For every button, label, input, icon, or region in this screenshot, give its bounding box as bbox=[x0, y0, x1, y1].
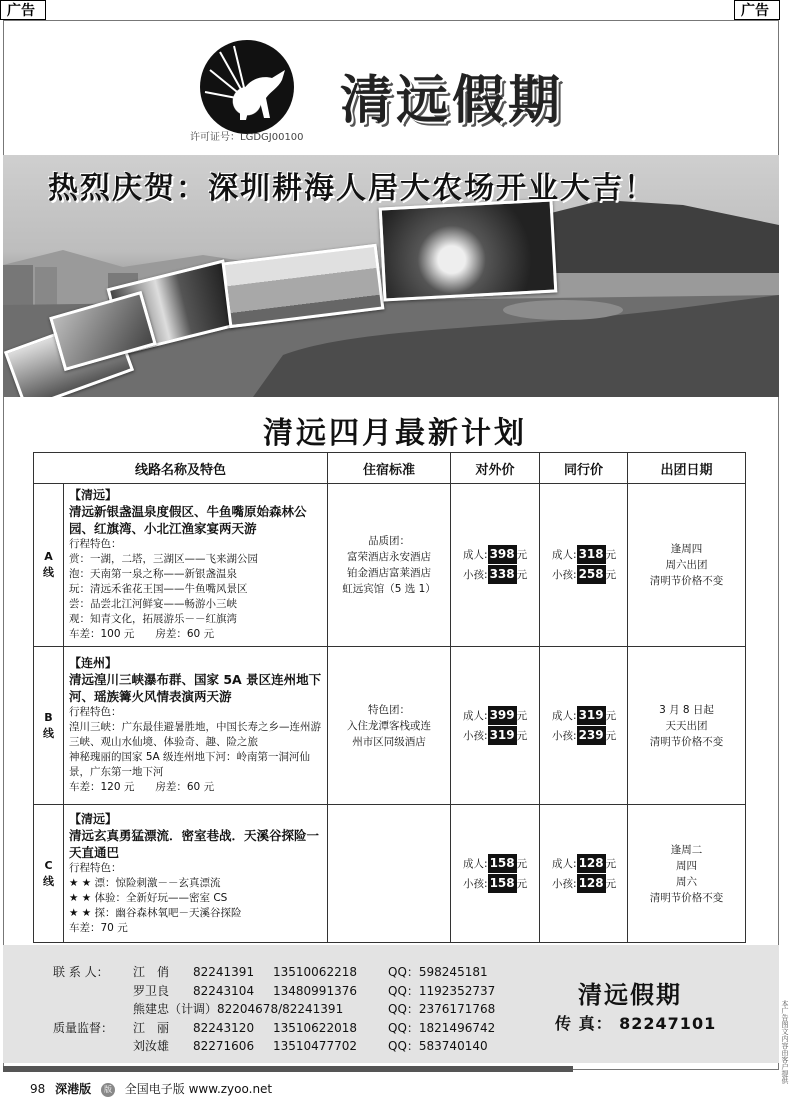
header-trade-price: 同行价 bbox=[540, 453, 628, 484]
contact-mobile: 13480991376 bbox=[273, 983, 357, 998]
adult-label: 成人: bbox=[463, 857, 488, 870]
page-footer bbox=[30, 1080, 278, 1097]
child-label: 小孩: bbox=[552, 877, 577, 890]
header-departure: 出团日期 bbox=[628, 453, 746, 484]
trade-price bbox=[540, 647, 628, 805]
line-letter: C bbox=[44, 858, 53, 872]
route-title: 清远玄真勇猛漂流．密室巷战．天溪谷探险一天直通巴 bbox=[69, 827, 320, 860]
page-number: 98 bbox=[30, 1082, 46, 1096]
table-row bbox=[34, 484, 746, 647]
date-line: 清明节价格不变 bbox=[649, 891, 724, 904]
child-price: 338 bbox=[488, 565, 517, 584]
photo-cave bbox=[379, 199, 558, 302]
date-line: 逢周二 bbox=[670, 843, 703, 856]
contact-row bbox=[53, 1019, 553, 1038]
price-unit: 元 bbox=[516, 549, 528, 561]
line-label bbox=[34, 805, 64, 943]
adult-label: 成人: bbox=[552, 857, 577, 870]
contact-phone: 82241391 bbox=[193, 965, 255, 979]
table-row bbox=[34, 647, 746, 805]
banner-title: 热烈庆贺：深圳耕海人居大农场开业大吉！ bbox=[48, 171, 656, 206]
route-detail: 车差：100 元 房差：60 元 bbox=[69, 628, 215, 640]
line-suffix: 线 bbox=[43, 566, 54, 579]
ad-tag-right: 广告 bbox=[734, 0, 780, 20]
date-line: 周四 bbox=[676, 859, 697, 872]
route-city: 【连州】 bbox=[69, 656, 118, 670]
contact-name: 熊建忠（计调）82204678/82241391 bbox=[133, 1002, 344, 1016]
hotel-info bbox=[328, 484, 451, 647]
date-line: 周六 bbox=[676, 875, 697, 888]
adult-label: 成人: bbox=[552, 549, 577, 561]
child-price: 128 bbox=[577, 874, 606, 893]
trade-price bbox=[540, 484, 628, 647]
contact-row bbox=[53, 982, 553, 1001]
route-info bbox=[64, 484, 328, 647]
route-detail: ★ ★ 探：幽谷森林氧吧－天溪谷探险 bbox=[69, 906, 242, 919]
contact-qq: QQ：598245181 bbox=[388, 965, 488, 979]
hotel-info bbox=[328, 805, 451, 943]
adult-price: 158 bbox=[488, 854, 517, 873]
date-line: 清明节价格不变 bbox=[649, 575, 724, 587]
edition-badge-icon: 版 bbox=[101, 1083, 115, 1097]
contact-footer bbox=[3, 945, 779, 1063]
adult-label: 成人: bbox=[552, 709, 577, 722]
horse-logo bbox=[195, 40, 315, 140]
route-title: 清远新银盏温泉度假区、牛鱼嘴原始森林公园、红旗湾、小北江渔家宴两天游 bbox=[69, 504, 307, 536]
child-label: 小孩: bbox=[552, 729, 577, 742]
line-letter: B bbox=[44, 710, 53, 724]
website-link[interactable]: 全国电子版 www.zyoo.net bbox=[124, 1082, 273, 1096]
line-letter: A bbox=[44, 550, 53, 563]
price-unit: 元 bbox=[605, 729, 617, 742]
route-detail: 神秘瑰丽的国家 5A 级连州地下河：岭南第一洞河仙景，广东第一地下河 bbox=[69, 751, 311, 778]
hotel-info bbox=[328, 647, 451, 805]
contact-qq: QQ：2376171768 bbox=[388, 1002, 496, 1016]
edition-label: 深港版 bbox=[55, 1082, 92, 1096]
contact-list bbox=[53, 963, 553, 1056]
child-price: 319 bbox=[488, 726, 517, 745]
price-unit: 元 bbox=[605, 549, 617, 561]
route-detail: 玩：清远禾雀花王国——牛鱼嘴风景区 bbox=[69, 583, 248, 595]
public-price bbox=[451, 647, 540, 805]
contact-mobile: 13510622018 bbox=[273, 1020, 357, 1035]
hotel-line: 品质团： bbox=[368, 535, 411, 547]
public-price bbox=[451, 805, 540, 943]
license-number: 许可证号：LGDGJ00100 bbox=[190, 132, 304, 143]
public-price bbox=[451, 484, 540, 647]
route-detail: 泡：天南第一泉之称——新银盏温泉 bbox=[69, 568, 237, 580]
departure-dates bbox=[628, 484, 746, 647]
horse-icon bbox=[200, 40, 294, 134]
price-unit: 元 bbox=[516, 877, 528, 890]
adult-price: 318 bbox=[577, 545, 606, 564]
route-detail: 行程特色： bbox=[69, 861, 122, 874]
adult-price: 319 bbox=[577, 706, 606, 725]
date-line: 逢周四 bbox=[670, 543, 703, 555]
route-detail: 赏：一湖，二塔，三湖区——飞来湖公园 bbox=[69, 553, 258, 565]
line-label bbox=[34, 647, 64, 805]
route-detail: 行程特色： bbox=[69, 706, 122, 718]
route-city: 【清远】 bbox=[69, 488, 118, 502]
hotel-line: 富荣酒店永安酒店 bbox=[347, 551, 432, 563]
route-detail: 观：知青文化，拓展游乐－－红旗湾 bbox=[69, 613, 237, 625]
bottom-divider bbox=[3, 1066, 573, 1072]
line-suffix: 线 bbox=[43, 726, 54, 740]
price-unit: 元 bbox=[516, 729, 528, 742]
contact-row bbox=[53, 1037, 553, 1056]
route-info bbox=[64, 647, 328, 805]
route-detail: 车差：120 元 房差：60 元 bbox=[69, 781, 215, 793]
contact-name: 罗卫良 bbox=[133, 983, 170, 998]
child-label: 小孩: bbox=[463, 729, 488, 742]
header-route: 线路名称及特色 bbox=[34, 453, 328, 484]
banner-photo-collage bbox=[3, 155, 779, 397]
adult-label: 成人: bbox=[463, 709, 488, 722]
route-detail: 车差：70 元 bbox=[69, 921, 128, 934]
adult-label: 成人: bbox=[463, 549, 488, 561]
child-price: 258 bbox=[577, 565, 606, 584]
contact-phone: 82243120 bbox=[193, 1020, 255, 1035]
departure-dates bbox=[628, 805, 746, 943]
date-line: 周六出团 bbox=[665, 559, 708, 571]
contact-name: 刘汝雄 bbox=[133, 1039, 170, 1053]
brand-title: 清远假期 bbox=[340, 71, 565, 131]
price-unit: 元 bbox=[605, 857, 617, 870]
trade-price bbox=[540, 805, 628, 943]
contact-phone: 82243104 bbox=[193, 983, 255, 998]
route-detail: 行程特色： bbox=[69, 538, 122, 550]
child-label: 小孩: bbox=[552, 569, 577, 581]
contact-name: 江 俏 bbox=[133, 965, 170, 979]
route-detail: 尝：品尝北江河鲜宴——畅游小三峡 bbox=[69, 598, 237, 610]
price-unit: 元 bbox=[516, 569, 528, 581]
contact-phone: 82271606 bbox=[193, 1039, 255, 1053]
contact-qq: QQ：583740140 bbox=[388, 1039, 488, 1053]
contact-qq: QQ：1821496742 bbox=[388, 1020, 496, 1035]
price-unit: 元 bbox=[516, 709, 528, 722]
contact-mobile: 13510477702 bbox=[273, 1039, 357, 1053]
plan-title: 清远四月最新计划 bbox=[263, 416, 527, 451]
route-title: 清远湟川三峡瀑布群、国家 5A 景区连州地下河、瑶族篝火风情表演两天游 bbox=[69, 672, 322, 704]
table-header-row bbox=[34, 453, 746, 484]
line-suffix: 线 bbox=[43, 874, 54, 888]
contact-row bbox=[53, 1000, 553, 1019]
route-detail: 湟川三峡：广东最佳避暑胜地，中国长寿之乡—连州游三峡、观山水仙境、体验奇、趣、险之旅 bbox=[69, 721, 321, 748]
contact-row bbox=[53, 963, 553, 982]
contact-label: 联 系 人： bbox=[53, 965, 109, 979]
route-info bbox=[64, 805, 328, 943]
footer-brand: 清远假期 bbox=[578, 981, 682, 1009]
child-price: 239 bbox=[577, 726, 606, 745]
hotel-line: 铂金酒店富莱酒店 bbox=[347, 567, 432, 579]
hotel-line: 州市区同级酒店 bbox=[352, 735, 426, 748]
ad-tag-left: 广告 bbox=[0, 0, 46, 20]
date-line: 3 月 8 日起 bbox=[659, 703, 714, 716]
tour-plan-table bbox=[33, 452, 746, 943]
fax-number: 传 真： 82247101 bbox=[555, 1014, 717, 1033]
child-label: 小孩: bbox=[463, 877, 488, 890]
hotel-line: 入住龙潭客栈或连 bbox=[347, 719, 432, 732]
adult-price: 398 bbox=[488, 545, 517, 564]
route-detail: ★ ★ 漂：惊险刺激－－玄真漂流 bbox=[69, 876, 221, 889]
side-disclaimer: 本广告图文内容由客户提供 bbox=[781, 1000, 789, 1084]
price-unit: 元 bbox=[605, 877, 617, 890]
price-unit: 元 bbox=[605, 709, 617, 722]
price-unit: 元 bbox=[605, 569, 617, 581]
route-city: 【清远】 bbox=[69, 811, 118, 826]
contact-label: 质量监督： bbox=[53, 1020, 114, 1035]
hotel-line: 虹远宾馆（5 选 1） bbox=[342, 583, 436, 595]
adult-price: 128 bbox=[577, 854, 606, 873]
contact-mobile: 13510062218 bbox=[273, 965, 357, 979]
contact-qq: QQ：1192352737 bbox=[388, 983, 496, 998]
table-row bbox=[34, 805, 746, 943]
date-line: 清明节价格不变 bbox=[649, 735, 724, 748]
contact-name: 江 丽 bbox=[133, 1020, 170, 1035]
price-unit: 元 bbox=[516, 857, 528, 870]
header-hotel: 住宿标准 bbox=[328, 453, 451, 484]
child-price: 158 bbox=[488, 874, 517, 893]
header-public-price: 对外价 bbox=[451, 453, 540, 484]
departure-dates bbox=[628, 647, 746, 805]
route-detail: ★ ★ 体验：全新好玩——密室 CS bbox=[69, 891, 228, 904]
hotel-line: 特色团： bbox=[368, 703, 411, 716]
adult-price: 399 bbox=[488, 706, 517, 725]
date-line: 天天出团 bbox=[665, 719, 708, 732]
line-label bbox=[34, 484, 64, 647]
child-label: 小孩: bbox=[463, 569, 488, 581]
